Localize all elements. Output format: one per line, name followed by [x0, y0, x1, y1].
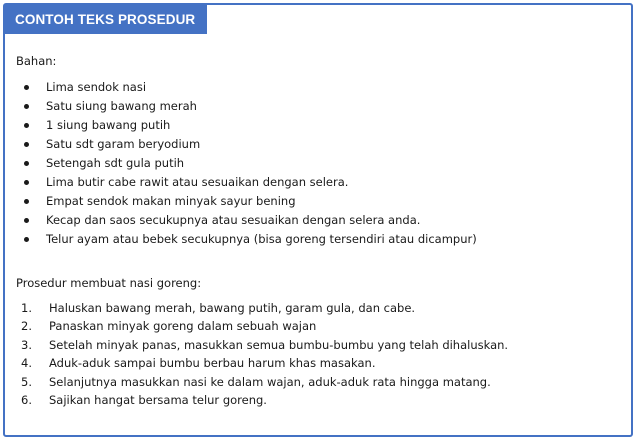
step-text: Panaskan minyak goreng dalam sebuah wajan — [49, 319, 317, 334]
step-item — [16, 299, 621, 317]
step-text: Sajikan hangat bersama telur goreng. — [49, 392, 267, 407]
step-number: 5. — [21, 374, 32, 389]
ingredient-text: Lima butir cabe rawit atau sesuaikan dengan selera. — [46, 175, 349, 189]
ingredient-text: Satu sdt garam beryodium — [46, 137, 201, 151]
bullet-icon — [24, 237, 29, 242]
step-number: 1. — [21, 301, 32, 315]
ingredient-item — [16, 116, 621, 135]
step-text: Setelah minyak panas, masukkan semua bumbu-bumbu yang telah dihaluskan. — [49, 337, 509, 352]
ingredient-item — [16, 135, 621, 154]
ingredient-item — [16, 154, 621, 173]
document-content — [16, 52, 621, 409]
step-item — [16, 373, 621, 391]
ingredient-item — [16, 230, 621, 249]
step-text: Aduk-aduk sampai bumbu berbau harum khas masakan. — [49, 356, 376, 371]
step-number: 3. — [21, 337, 32, 352]
bullet-icon — [24, 218, 29, 223]
ingredient-text: 1 siung bawang putih — [46, 118, 171, 132]
ingredient-item — [16, 97, 621, 116]
step-item — [16, 354, 621, 372]
bullet-icon — [24, 199, 29, 204]
bullet-icon — [24, 142, 29, 147]
step-number: 6. — [21, 392, 32, 407]
step-item — [16, 336, 621, 354]
document-frame — [3, 3, 633, 437]
ingredient-text: Setengah sdt gula putih — [46, 156, 185, 170]
step-text: Haluskan bawang merah, bawang putih, garam gula, dan cabe. — [49, 301, 416, 315]
ingredient-text: Telur ayam atau bebek secukupnya (bisa goreng tersendiri atau dicampur) — [46, 232, 477, 246]
step-number: 2. — [21, 319, 32, 334]
bullet-icon — [24, 180, 29, 185]
procedure-title: Prosedur membuat nasi goreng: — [16, 276, 202, 290]
step-item — [16, 317, 621, 335]
bullet-icon — [24, 104, 29, 109]
bullet-icon — [24, 161, 29, 166]
bullet-icon — [24, 123, 29, 128]
step-text: Selanjutnya masukkan nasi ke dalam wajan, aduk-aduk rata hingga matang. — [49, 374, 491, 389]
ingredients-title: Bahan: — [16, 54, 57, 68]
ingredient-text: Empat sendok makan minyak sayur bening — [46, 194, 296, 208]
ingredient-text: Satu siung bawang merah — [46, 99, 197, 113]
step-item — [16, 391, 621, 409]
ingredient-item — [16, 211, 621, 230]
procedure-section — [16, 274, 621, 409]
ingredient-item — [16, 78, 621, 97]
ingredient-text: Lima sendok nasi — [46, 80, 147, 94]
header-title: CONTOH TEKS PROSEDUR — [5, 5, 207, 34]
ingredients-list — [16, 78, 621, 249]
ingredient-item — [16, 173, 621, 192]
ingredient-item — [16, 192, 621, 211]
bullet-icon — [24, 85, 29, 90]
procedure-steps — [16, 299, 621, 409]
ingredient-text: Kecap dan saos secukupnya atau sesuaikan dengan selera anda. — [46, 213, 421, 227]
step-number: 4. — [21, 356, 32, 371]
